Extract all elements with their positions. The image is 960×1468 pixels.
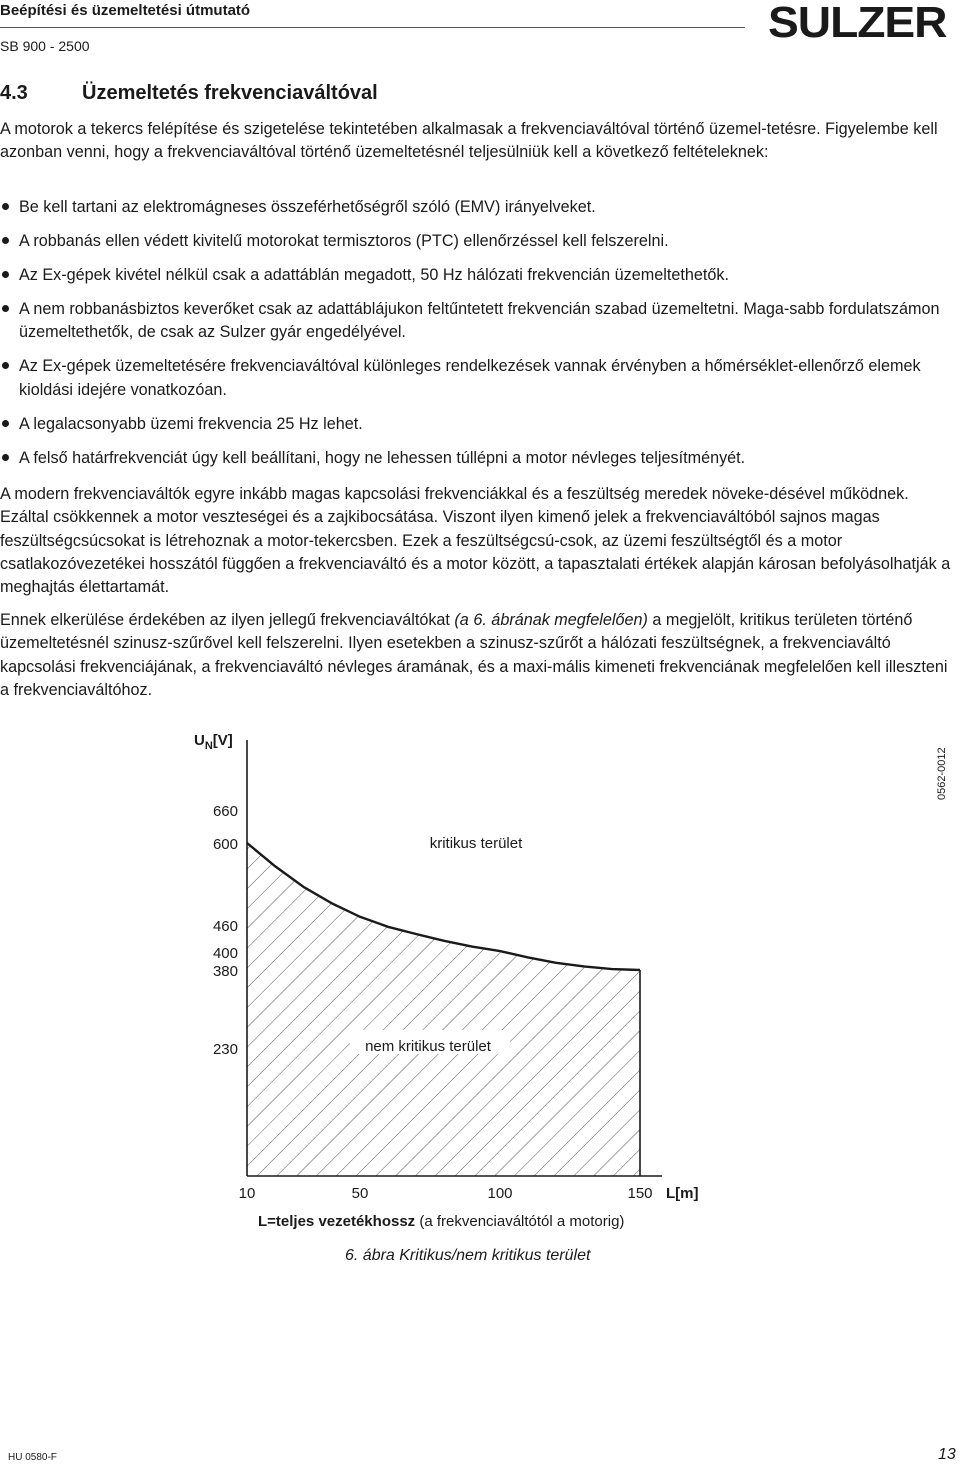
y-tick-label: 230 xyxy=(212,1041,238,1058)
list-item: A legalacsonyabb üzemi frekvencia 25 Hz lehet. xyxy=(0,413,955,436)
legend-text: (a frekvenciaváltótól a motorig) xyxy=(415,1213,625,1230)
header-rule xyxy=(0,27,745,28)
x-tick-label: 100 xyxy=(487,1185,513,1202)
figure-legend xyxy=(258,1213,624,1230)
section-number: 4.3 xyxy=(0,82,28,104)
non-critical-region-label: nem kritikus terület xyxy=(365,1038,491,1055)
sulzer-logo: SULZER xyxy=(768,0,947,47)
y-tick-label: 460 xyxy=(212,918,238,935)
y-tick-label: 380 xyxy=(212,963,238,980)
intro-paragraph: A motorok a tekercs felépítése és szigetelése tekintetében alkalmasak a frekvenciaváltóval történő üzemel-tetésre. Figyelembe kell azonban venni, hogy a frekvenciaváltóval történő üzemeltetésnél teljesülniük kell a következő feltételeknek: xyxy=(0,120,938,162)
y-tick-label: 660 xyxy=(212,803,238,820)
list-item: Az Ex-gépek kivétel nélkül csak a adattáblán megadott, 50 Hz hálózati frekvencián üzemeltethetők. xyxy=(0,264,955,287)
page-number: 13 xyxy=(938,1446,956,1463)
paragraph-sine-filter xyxy=(0,609,952,702)
critical-region-label: kritikus terület xyxy=(429,835,523,852)
figure-reference: (a 6. ábrának megfelelően) xyxy=(454,611,648,629)
list-item: A robbanás ellen védett kivitelű motorokat termisztoros (PTC) ellenőrzéssel kell felszerelni. xyxy=(0,230,955,253)
list-item: A nem robbanásbiztos keverőket csak az adattáblájukon feltűntetett frekvencián szabad üzemeltetni. Maga-sabb fordulatszámon üzemeltethetők, de csak az Sulzer gyár engedélyével. xyxy=(0,298,955,345)
y-axis-label: $U_N[V]$ xyxy=(194,732,233,752)
section-heading xyxy=(0,82,378,105)
x-tick-label: 10 xyxy=(238,1185,256,1202)
x-tick-label: 50 xyxy=(351,1185,369,1202)
x-axis-label: L[m] xyxy=(666,1185,699,1202)
footer-code: HU 0580-F xyxy=(8,1452,57,1463)
figure-code: 0562-0012 xyxy=(936,747,948,800)
length-voltage-chart xyxy=(0,700,960,1210)
non-critical-area xyxy=(247,843,640,1176)
y-tick-label: 600 xyxy=(212,836,238,853)
list-item: A felső határfrekvenciát úgy kell beállítani, hogy ne lehessen túllépni a motor névleges teljesítményét. xyxy=(0,447,955,470)
paragraph-text: Ennek elkerülése érdekében az ilyen jellegű frekvenciaváltókat xyxy=(0,611,455,629)
list-item: Az Ex-gépek üzemeltetésére frekvenciaváltóval különleges rendelkezések vannak érvényben a hőmérséklet-ellenőrző elemek kioldási idejére vonatkozóan. xyxy=(0,355,955,402)
paragraph-text: a megjelölt, kritikus területen történő üzemeltetésnél szinusz-szűrővel kell felszerelni. Ilyen esetekben a szinusz-szűrőt a hálózati feszültségnek, a frekvenciaváltó kapcsolási frekvenciájának, a frekvenciaváltó névleges áramának, és a maxi-mális kimeneti frekvenciának megfelelően kell illeszteni a frekvenciaváltóhoz. xyxy=(0,611,948,699)
x-tick-label: 150 xyxy=(627,1185,653,1202)
figure-caption: 6. ábra Kritikus/nem kritikus terület xyxy=(345,1247,591,1264)
paragraph-switching: A modern frekvenciaváltók egyre inkább magas kapcsolási frekvenciákkal és a feszültség meredek növeke-désével működnek. Ezáltal csökkennek a motor veszteségei és a zajkibocsátása. Viszont ilyen kimenő jelek a frekvenciaváltóból sajnos magas feszültségcsúcsokat is létrehoznak a motor-tekercsben. Ezek a feszültségcsú-csok, az üzemi feszültségtől és a motor csatlakozóvezetékei hosszától függően a frekvenciaváltó és a motor között, a tapasztalati értékek alapján károsan befolyásolhatják a meghajtás élettartamát. xyxy=(0,485,951,597)
document-title: Beépítési és üzemeltetési útmutató xyxy=(0,2,251,19)
legend-term: L=teljes vezetékhossz xyxy=(258,1213,416,1230)
y-tick-label: 400 xyxy=(212,945,238,962)
list-item: Be kell tartani az elektromágneses összeférhetőségről szóló (EMV) irányelveket. xyxy=(0,196,955,219)
document-number: SB 900 - 2500 xyxy=(0,38,90,54)
section-title: Üzemeltetés frekvenciaváltóval xyxy=(82,82,378,104)
requirements-list xyxy=(0,196,955,480)
